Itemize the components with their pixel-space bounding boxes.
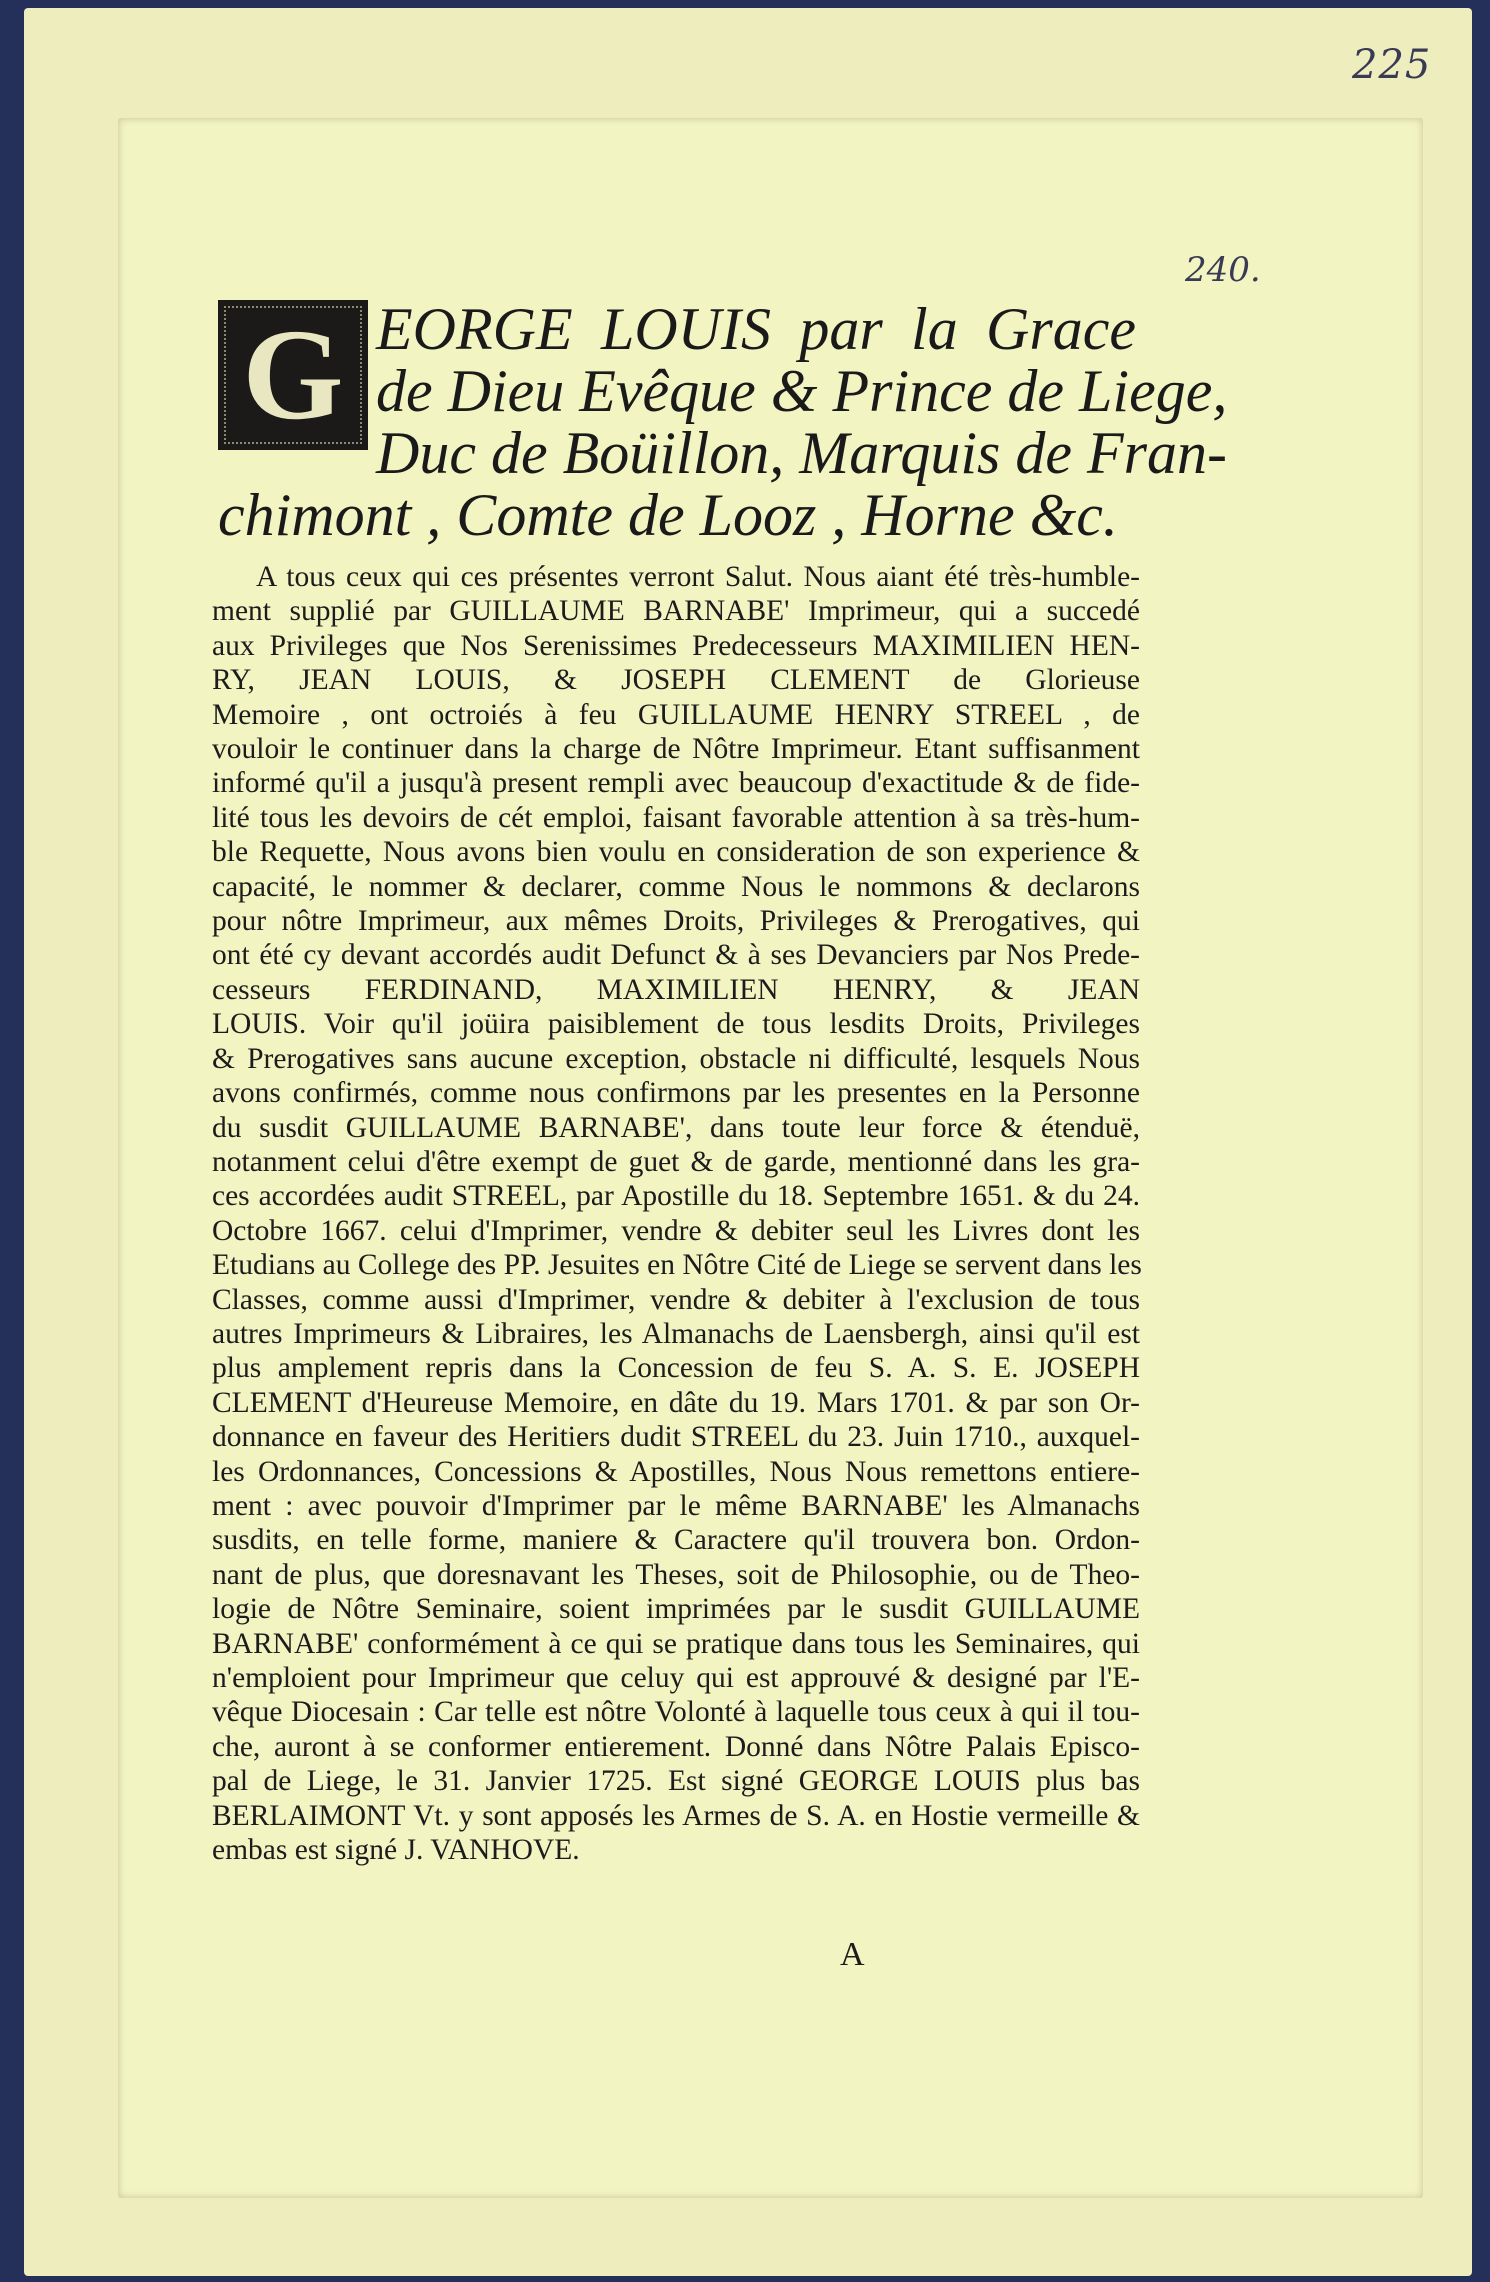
body-line: A tous ceux qui ces présentes verront Salut. Nous aiant été très-humble- (256, 561, 1140, 593)
title-line: EORGE LOUIS par la Grace (376, 296, 1136, 362)
body-line: ont été cy devant accordés audit Defunct & à ses Devanciers par Nos Prede- (212, 939, 1140, 972)
title-line-last: chimont , Comte de Looz , Horne &c. (218, 482, 1118, 548)
title-line: Duc de Boüillon, Marquis de Fran- (376, 420, 1227, 486)
body-line: Etudians au College des PP. Jesuites en Nôtre Cité de Liege se servent dans les (212, 1249, 1142, 1282)
body-line: logie de Nôtre Seminaire, soient imprimées par le susdit GUILLAUME (212, 1593, 1140, 1626)
body-line: nant de plus, que doresnavant les Theses, soit de Philosophie, ou de Theo- (212, 1558, 1140, 1591)
body-line: n'emploient pour Imprimeur que celuy qui est approuvé & designé par l'E- (212, 1662, 1140, 1694)
decree-body (212, 560, 1140, 1867)
body-line: ment supplié par GUILLAUME BARNABE' Imprimeur, qui a succedé (212, 595, 1140, 628)
body-line: vouloir le continuer dans la charge de Nôtre Imprimeur. Etant suffisanment (212, 733, 1140, 766)
body-line: embas est signé J. VANHOVE. (212, 1834, 580, 1867)
body-line: pour nôtre Imprimeur, aux mêmes Droits, Privileges & Prerogatives, qui (212, 905, 1140, 938)
body-line: ment : avec pouvoir d'Imprimer par le même BARNABE' les Almanachs (212, 1489, 1140, 1522)
body-line: avons confirmés, comme nous confirmons par les presentes en la Personne (212, 1077, 1140, 1110)
body-line: LOUIS. Voir qu'il joüira paisiblement de tous lesdits Droits, Privileges (212, 1008, 1140, 1041)
body-line: autres Imprimeurs & Libraires, les Almanachs de Laensbergh, ainsi qu'il est (212, 1317, 1140, 1350)
body-line: pal de Liege, le 31. Janvier 1725. Est signé GEORGE LOUIS plus bas (212, 1765, 1140, 1798)
body-line: lité tous les devoirs de cét emploi, faisant favorable attention à sa très-hum- (212, 801, 1140, 834)
body-line: che, auront à se conformer entierement. Donné dans Nôtre Palais Episco- (212, 1730, 1140, 1763)
body-line: ble Requette, Nous avons bien voulu en consideration de son experience & (212, 836, 1140, 869)
body-line: notanment celui d'être exempt de guet & de garde, mentionné dans les gra- (212, 1145, 1140, 1178)
body-line: informé qu'il a jusqu'à present rempli avec beaucoup d'exactitude & de fide- (212, 767, 1140, 800)
body-line: CLEMENT d'Heureuse Memoire, en dâte du 19. Mars 1701. & par son Or- (212, 1386, 1140, 1419)
body-line: BARNABE' conformément à ce qui se pratique dans tous les Seminaires, qui (212, 1627, 1140, 1660)
folio-number-right: 240. (1185, 250, 1261, 290)
body-line: ces accordées audit STREEL, par Apostille du 18. Septembre 1651. & du 24. (212, 1180, 1140, 1213)
body-line: susdits, en telle forme, maniere & Caractere qu'il trouvera bon. Ordon- (212, 1524, 1140, 1557)
body-line: capacité, le nommer & declarer, comme Nous le nommons & declarons (212, 870, 1140, 903)
body-line: vêque Diocesain : Car telle est nôtre Volonté à laquelle tous ceux à qui il tou- (212, 1696, 1140, 1729)
title-line: de Dieu Evêque & Prince de Liege, (376, 358, 1228, 424)
title-heading (376, 296, 1228, 486)
body-line: BERLAIMONT Vt. y sont apposés les Armes de S. A. en Hostie vermeille & (212, 1799, 1140, 1832)
body-line: Classes, comme aussi d'Imprimer, vendre & debiter à l'exclusion de tous (212, 1283, 1140, 1316)
body-line: donnance en faveur des Heritiers dudit STREEL du 23. Juin 1710., auxquel- (212, 1421, 1140, 1454)
body-line: & Prerogatives sans aucune exception, obstacle ni difficulté, lesquels Nous (212, 1042, 1140, 1075)
body-line: aux Privileges que Nos Serenissimes Predecesseurs MAXIMILIEN HEN- (212, 629, 1140, 662)
folio-number-top: 225 (1352, 42, 1432, 88)
body-line: Octobre 1667. celui d'Imprimer, vendre & debiter seul les Livres dont les (212, 1214, 1140, 1247)
body-line: Memoire , ont octroiés à feu GUILLAUME HENRY STREEL , de (212, 698, 1140, 731)
body-line: cesseurs FERDINAND, MAXIMILIEN HENRY, & JEAN (212, 973, 1140, 1006)
decorated-initial: G (218, 300, 368, 450)
body-line: RY, JEAN LOUIS, & JOSEPH CLEMENT de Glorieuse (212, 664, 1140, 697)
signature-mark: A (840, 1936, 865, 1973)
body-line: du susdit GUILLAUME BARNABE', dans toute leur force & étenduë, (212, 1111, 1140, 1144)
body-line: les Ordonnances, Concessions & Apostilles, Nous Nous remettons entiere- (212, 1455, 1140, 1488)
body-line: plus amplement repris dans la Concession de feu S. A. S. E. JOSEPH (212, 1352, 1140, 1385)
